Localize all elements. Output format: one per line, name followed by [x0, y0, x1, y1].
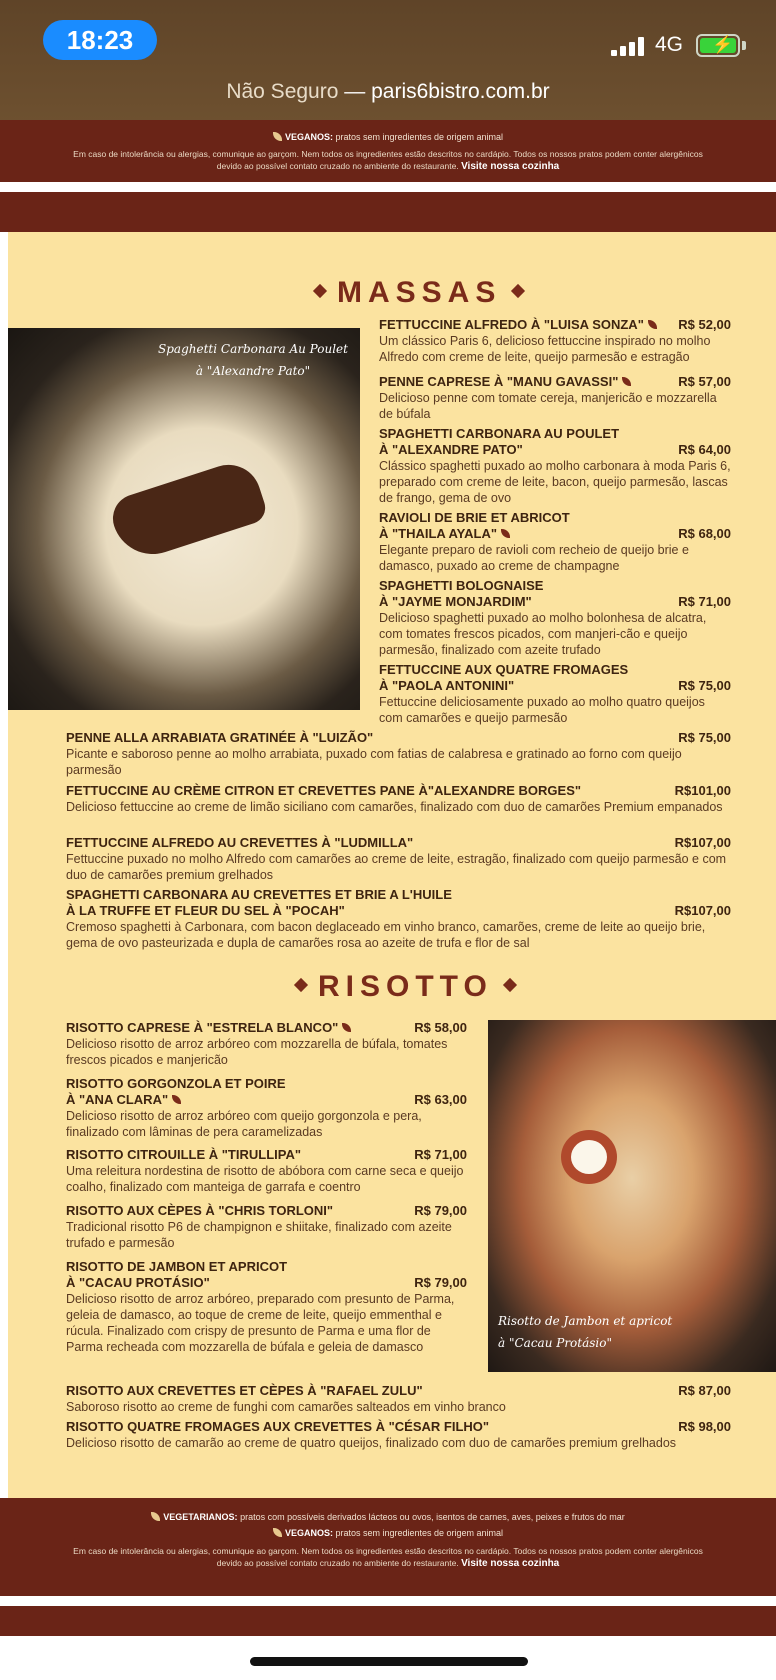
menu-item: RISOTTO GORGONZOLA ET POIRE À "ANA CLARA" R$ 63,00 Delicioso risotto de arroz arbóreo com queijo gorgonzola e pera, finalizado com lâminas de pera caramelizadas	[66, 1076, 467, 1139]
menu-item: FETTUCCINE ALFREDO AU CREVETTES À "LUDMILLA" R$107,00 Fettuccine puxado no molho Alfredo com camarões ao creme de leite, estragão, finalizado com queijo parmesão e com duo de camarões premium grelhados	[66, 835, 731, 882]
massas-heading: MASSAS	[303, 276, 535, 310]
diamond-icon	[511, 284, 525, 298]
allergen-warning: Em caso de intolerância ou alergias, comunique ao garçom. Nem todos os ingredientes estão descritos no cardápio. Todos os nossos pratos podem conter alergênicos devido ao possível contato cruzado no ambiente do restaurante. Visite nossa cozinha	[73, 149, 703, 172]
signal-icon	[611, 36, 647, 56]
url-domain: paris6bistro.com.br	[371, 80, 550, 103]
menu-item: FETTUCCINE AUX QUATRE FROMAGES À "PAOLA ANTONINI" R$ 75,00 Fettuccine deliciosamente puxado ao molho quatro queijos com camarões e queijo parmesão	[379, 662, 731, 725]
section-divider	[0, 1606, 776, 1636]
diamond-icon	[503, 978, 517, 992]
kitchen-link[interactable]: Visite nossa cozinha	[461, 1558, 560, 1569]
allergen-banner-top	[0, 120, 776, 182]
menu-item: RISOTTO QUATRE FROMAGES AUX CREVETTES À "CÉSAR FILHO" R$ 98,00 Delicioso risotto de camarão ao creme de quatro queijos, finalizado com duo de camarões premium grelhados	[66, 1419, 731, 1450]
menu-item: RISOTTO DE JAMBON ET APRICOT À "CACAU PROTÁSIO" R$ 79,00 Delicioso risotto de arroz arbóreo, preparado com presunto de Parma, geleia de damasco, ao toque de creme de leite, queijo emmenthal e rúcula. Finalizado com crispy de presunto de Parma e uma flor de Parma recheada com mozzarella de búfala e geleia de damasco	[66, 1259, 467, 1354]
network-label: 4G	[655, 33, 684, 56]
leaf-icon	[151, 1512, 160, 1521]
insecure-label: Não Seguro	[226, 80, 339, 103]
vegan-legend: VEGANOS: pratos sem ingredientes de origem animal	[0, 1528, 776, 1538]
leaf-icon	[622, 377, 631, 386]
url-separator: —	[344, 80, 366, 103]
menu-item: RISOTTO AUX CÈPES À "CHRIS TORLONI" R$ 79,00 Tradicional risotto P6 de champignon e shiitake, finalizado com azeite trufado e parmesão	[66, 1203, 467, 1250]
battery-icon: ⚡	[696, 34, 740, 57]
menu-item: RISOTTO CAPRESE À "ESTRELA BLANCO" R$ 58,00 Delicioso risotto de arroz arbóreo com mozzarella de búfala, tomates frescos picados e manjericão	[66, 1020, 467, 1067]
leaf-icon	[273, 132, 282, 141]
menu-item: SPAGHETTI BOLOGNAISE À "JAYME MONJARDIM" R$ 71,00 Delicioso spaghetti puxado ao molho bolonhesa de alcatra, com tomates frescos picados, com manjeri-cão e queijo parmesão, finalizado com azeite trufado	[379, 578, 731, 657]
risotto-heading: RISOTTO	[284, 970, 527, 1004]
leaf-icon	[648, 320, 657, 329]
mozzarella-flower	[571, 1140, 607, 1174]
menu-item: RISOTTO AUX CREVETTES ET CÈPES À "RAFAEL ZULU" R$ 87,00 Saboroso risotto ao creme de funghi com camarões salteados em vinho branco	[66, 1383, 731, 1414]
menu-item: SPAGHETTI CARBONARA AU POULET À "ALEXANDRE PATO" R$ 64,00 Clássico spaghetti puxado ao molho carbonara à moda Paris 6, preparado com creme de leite, bacon, queijo parmesão, lascas de frango, gema de ovo	[379, 426, 731, 505]
menu-item: PENNE ALLA ARRABIATA GRATINÉE À "LUIZÃO" R$ 75,00 Picante e saboroso penne ao molho arrabiata, puxado com fatias de calabresa e gratinado ao forno com queijo parmesão	[66, 730, 731, 777]
allergen-banner-bottom	[0, 1498, 776, 1596]
vegan-legend: VEGANOS: pratos sem ingredientes de origem animal	[0, 120, 776, 142]
browser-header	[0, 0, 776, 128]
menu-item: RISOTTO CITROUILLE À "TIRULLIPA" R$ 71,00 Uma releitura nordestina de risotto de abóbora com carne seca e queijo coalho, finalizado com manteiga de garrafa e coentro	[66, 1147, 467, 1194]
carbonara-photo	[8, 328, 360, 710]
leaf-icon	[501, 529, 510, 538]
home-indicator[interactable]	[250, 1657, 528, 1666]
diamond-icon	[313, 284, 327, 298]
leaf-icon	[342, 1023, 351, 1032]
menu-item: RAVIOLI DE BRIE ET ABRICOT À "THAILA AYALA" R$ 68,00 Elegante preparo de ravioli com recheio de queijo brie e damasco, puxado ao creme de champagne	[379, 510, 731, 573]
section-divider	[0, 192, 776, 232]
menu-item: FETTUCCINE AU CRÈME CITRON ET CREVETTES PANE À"ALEXANDRE BORGES" R$101,00 Delicioso fettuccine ao creme de limão siciliano com camarões, finalizado com duo de camarões Premium empanados	[66, 783, 731, 814]
menu-item: FETTUCCINE ALFREDO À "LUISA SONZA" R$ 52,00 Um clássico Paris 6, delicioso fettuccine inspirado no molho Alfredo com creme de leite, queijo parmesão e estragão	[379, 317, 731, 364]
menu-item: PENNE CAPRESE À "MANU GAVASSI" R$ 57,00 Delicioso penne com tomate cereja, manjericão e mozzarella de búfala	[379, 374, 731, 421]
battery-nub	[742, 41, 746, 50]
allergen-warning: Em caso de intolerância ou alergias, comunique ao garçom. Nem todos os ingredientes estão descritos no cardápio. Todos os nossos pratos podem conter alergênicos devido ao possível contato cruzado no ambiente do restaurante. Visite nossa cozinha	[73, 1546, 703, 1569]
vegetarian-legend: VEGETARIANOS: pratos com possíveis derivados lácteos ou ovos, isentos de carnes, aves, peixes e frutos do mar	[0, 1498, 776, 1522]
chicken-slice	[107, 456, 270, 564]
photo-caption: Spaghetti Carbonara Au Poulet à "Alexandre Pato"	[158, 342, 348, 378]
kitchen-link[interactable]: Visite nossa cozinha	[461, 161, 560, 172]
risotto-photo	[488, 1020, 776, 1372]
address-bar[interactable]	[0, 80, 776, 104]
menu-item: SPAGHETTI CARBONARA AU CREVETTES ET BRIE A L'HUILE À LA TRUFFE ET FLEUR DU SEL À "POCAH" R$107,00 Cremoso spaghetti à Carbonara, com bacon deglaceado em vinho branco, camarões, creme de leite ao queijo brie, gema de ovo pasteurizada e dupla de camarões rosa ao azeite de trufa e flor de sal	[66, 887, 731, 950]
diamond-icon	[294, 978, 308, 992]
leaf-icon	[172, 1095, 181, 1104]
leaf-icon	[273, 1528, 282, 1537]
clock-pill[interactable]: 18:23	[43, 20, 157, 60]
photo-caption: Risotto de Jambon et apricot à "Cacau Protásio"	[498, 1314, 673, 1350]
